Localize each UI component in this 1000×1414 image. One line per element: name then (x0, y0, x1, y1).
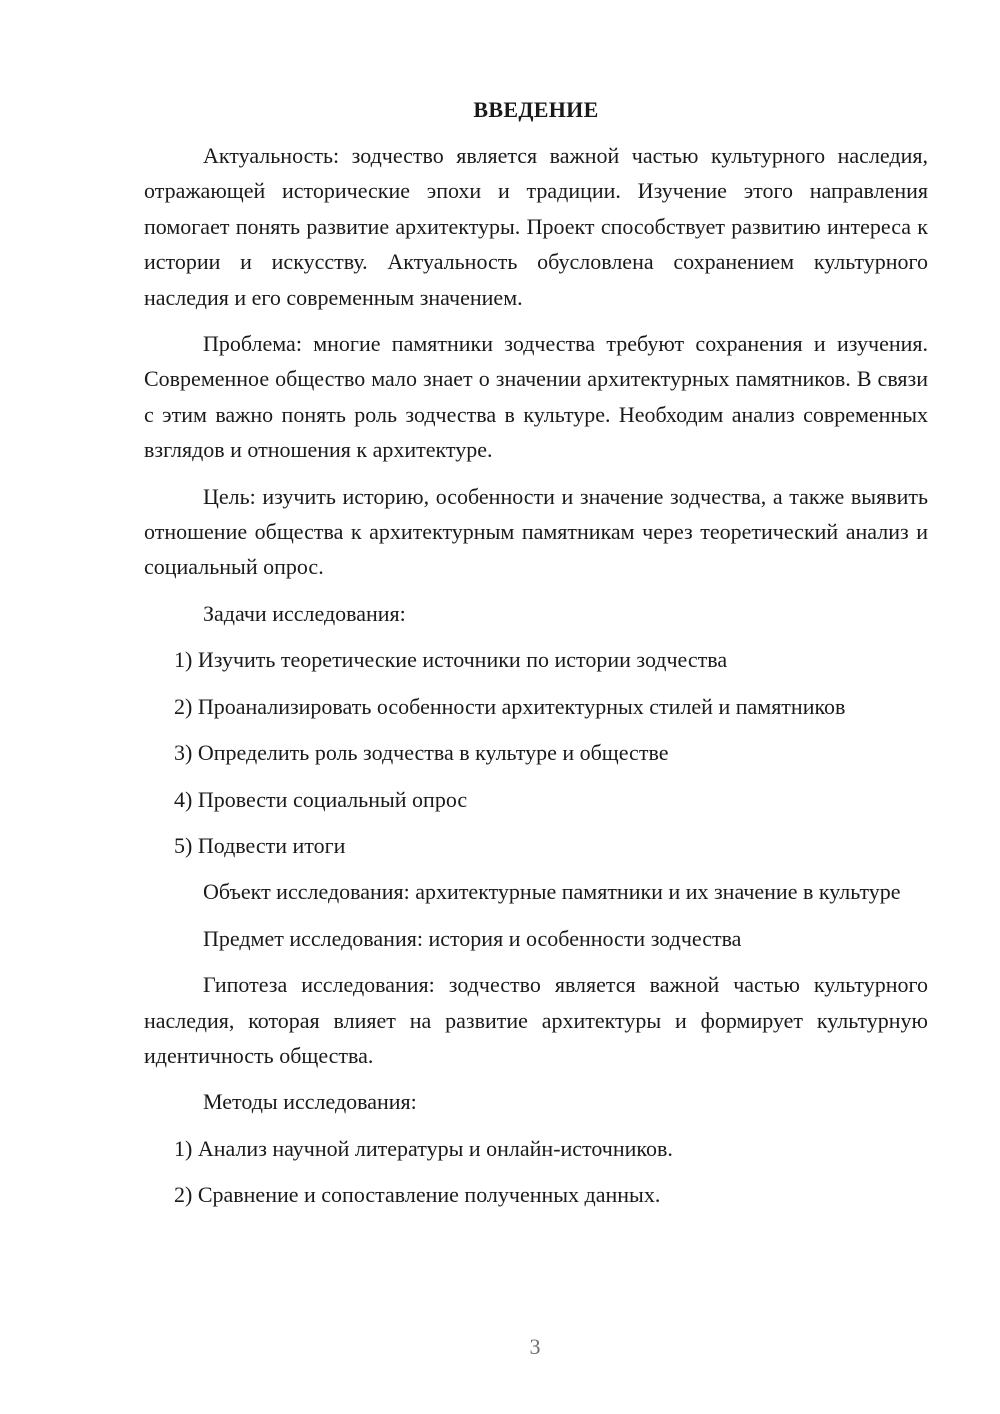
relevance-paragraph: Актуальность: зодчество является важной частью культурного наследия, отражающей исторические эпохи и традиции. Изучение этого направления помогает понять развитие архитектуры. Проект способствует развитию интереса к истории и искусству. Актуальность обусловлена сохранением культурного наследия и его современным значением. (144, 143, 928, 310)
task-item-4: 4) Провести социальный опрос (174, 786, 468, 812)
hypothesis-paragraph: Гипотеза исследования: зодчество является важной частью культурного наследия, которая влияет на развитие архитектуры и формирует культурную идентичность общества. (144, 972, 928, 1068)
task-item-1: 1) Изучить теоретические источники по истории зодчества (174, 647, 728, 673)
method-item-1: 1) Анализ научной литературы и онлайн-источников. (174, 1135, 673, 1161)
subject-paragraph: Предмет исследования: история и особенности зодчества (203, 925, 742, 951)
page-number: 3 (529, 1334, 541, 1359)
problem-paragraph: Проблема: многие памятники зодчества требуют сохранения и изучения. Современное общество мало знает о значении архитектурных памятников. В связи с этим важно понять роль зодчества в культуре. Необходим анализ современных взглядов и отношения к архитектуре. (144, 331, 928, 463)
methods-heading: Методы исследования: (203, 1089, 417, 1115)
task-item-5: 5) Подвести итоги (174, 832, 346, 858)
section-title: ВВЕДЕНИЕ (473, 97, 599, 122)
object-paragraph: Объект исследования: архитектурные памятники и их значение в культуре (203, 879, 901, 905)
task-item-2: 2) Проанализировать особенности архитектурных стилей и памятников (174, 693, 846, 719)
method-item-2: 2) Сравнение и сопоставление полученных данных. (174, 1182, 661, 1208)
task-item-3: 3) Определить роль зодчества в культуре и обществе (174, 740, 669, 766)
document-page (144, 92, 928, 1224)
tasks-heading: Задачи исследования: (203, 600, 406, 626)
goal-paragraph: Цель: изучить историю, особенности и значение зодчества, а также выявить отношение общества к архитектурным памятникам через теоретический анализ и социальный опрос. (144, 483, 928, 580)
